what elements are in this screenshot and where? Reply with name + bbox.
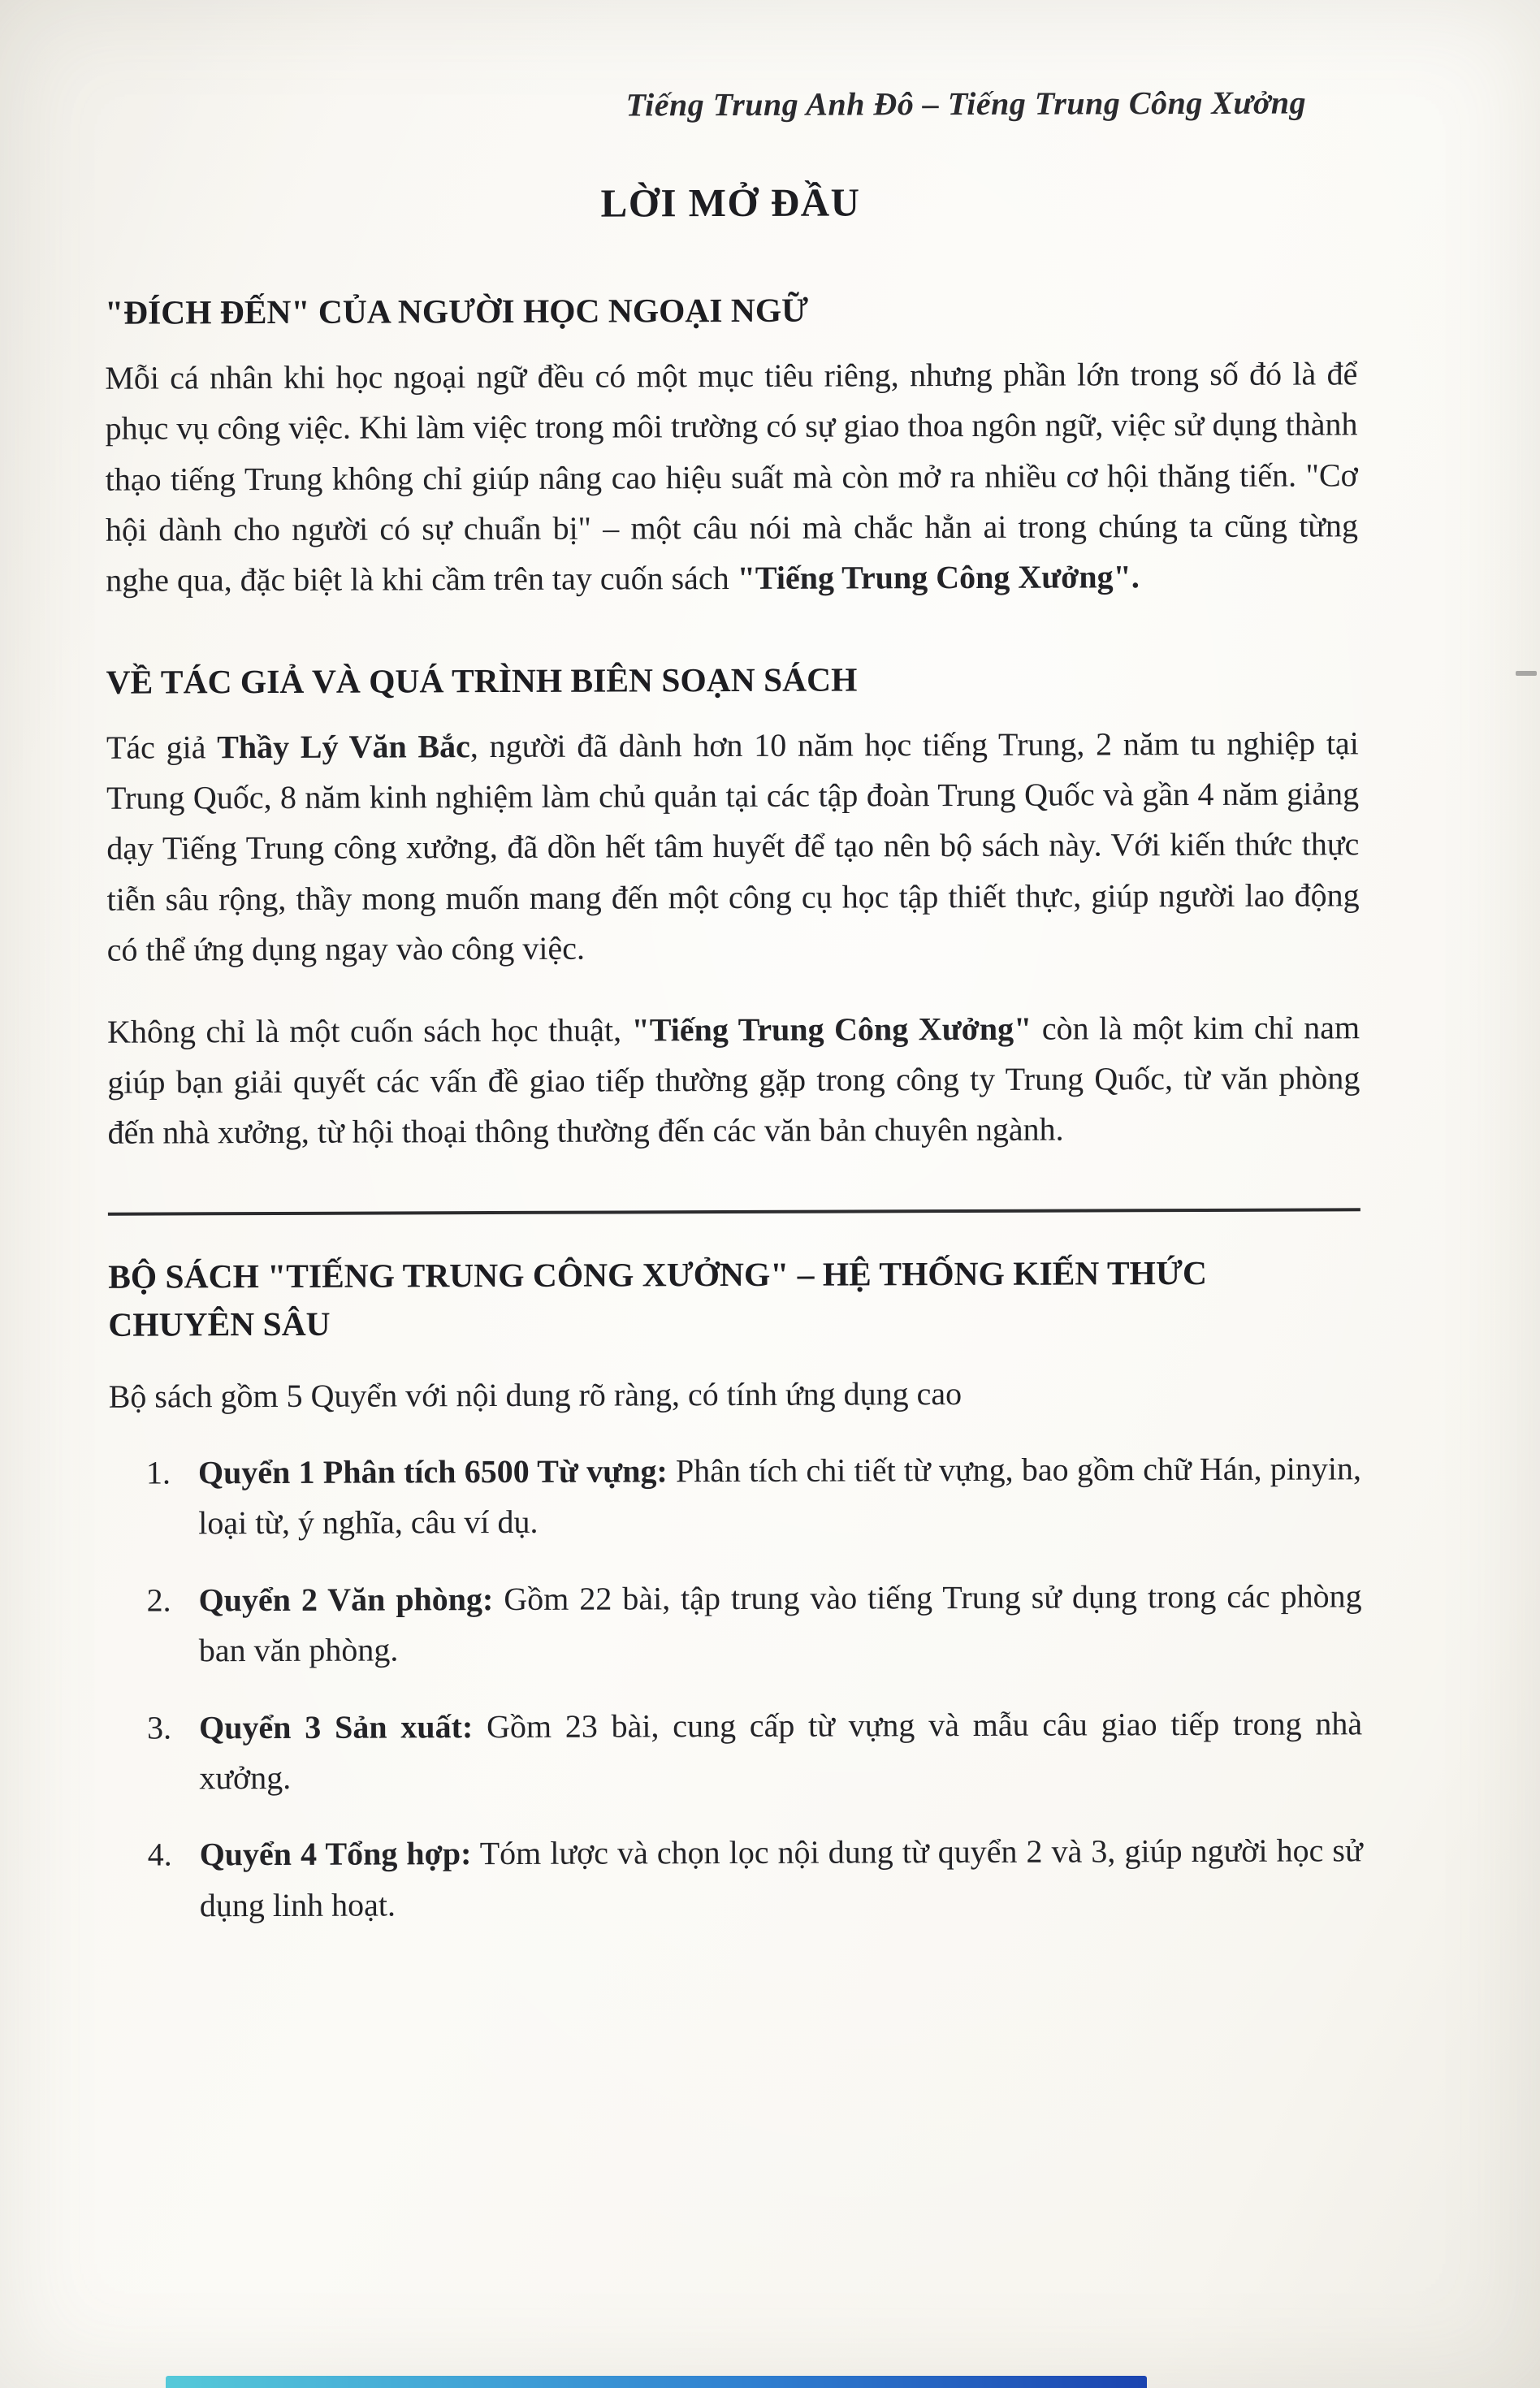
list-item bbox=[146, 1571, 1361, 1676]
item-number: 1. bbox=[145, 1454, 171, 1491]
item-description: Tóm lược và chọn lọc nội dung từ quyển 2 và 3, giúp người học sử dụng linh hoạt. bbox=[199, 1832, 1363, 1924]
section2-paragraph-2 bbox=[107, 1002, 1360, 1159]
scan-artifact-mark bbox=[1516, 671, 1537, 676]
list-item bbox=[146, 1443, 1361, 1549]
item-number: 3. bbox=[147, 1708, 172, 1746]
scan-edge-color-strip bbox=[166, 2376, 1147, 2388]
item-title-bold: Quyển 3 Sản xuất: bbox=[199, 1707, 474, 1746]
item-title-bold: Quyển 1 Phân tích 6500 Từ vựng: bbox=[197, 1452, 668, 1491]
section2-paragraph-1 bbox=[106, 718, 1360, 976]
section1-heading: "ĐÍCH ĐẾN" CỦA NGƯỜI HỌC NGOẠI NGỮ bbox=[104, 291, 809, 331]
book-title-bold: "Tiếng Trung Công Xưởng" bbox=[631, 1010, 1032, 1049]
item-number: 4. bbox=[147, 1836, 172, 1873]
section3-intro: Bộ sách gồm 5 Quyển với nội dung rõ ràng, có tính ứng dụng cao bbox=[108, 1374, 962, 1415]
item-description: Gồm 23 bài, cung cấp từ vựng và mẫu câu giao tiếp trong nhà xưởng. bbox=[199, 1704, 1363, 1797]
item-description: Phân tích chi tiết từ vựng, bao gồm chữ Hán, pinyin, loại từ, ý nghĩa, câu ví dụ. bbox=[198, 1450, 1362, 1542]
list-item bbox=[147, 1698, 1362, 1804]
item-text bbox=[200, 1826, 1363, 1932]
author-name-bold: Thầy Lý Văn Bắc bbox=[217, 727, 470, 765]
paragraph-text: Không chỉ là một cuốn sách học thuật, bbox=[107, 1011, 632, 1050]
paragraph-text: Mỗi cá nhân khi học ngoại ngữ đều có một mục tiêu riêng, nhưng phần lớn trong số đó là để phục vụ công việc. Khi làm việc trong môi trường có sự giao thoa ngôn ngữ, việc sử dụng thành thạo tiếng Trung không chỉ giúp nâng cao hiệu suất mà còn mở ra nhiều cơ hội thăng tiến. "Cơ hội dành cho người có sự chuẩn bị" – một câu nói mà chắc hẳn ai trong chúng ta cũng từng nghe qua, đặc biệt là khi cầm trên tay cuốn sách bbox=[105, 355, 1359, 599]
section2-heading: VỀ TÁC GIẢ VÀ QUÁ TRÌNH BIÊN SOẠN SÁCH bbox=[106, 660, 858, 701]
book-title-bold: "Tiếng Trung Công Xưởng". bbox=[737, 558, 1140, 597]
item-text bbox=[198, 1443, 1361, 1549]
page-title: LỜI MỞ ĐẦU bbox=[600, 180, 861, 226]
page-content bbox=[104, 77, 1363, 1931]
paragraph-text: , người đã dành hơn 10 năm học tiếng Trung, 2 năm tu nghiệp tại Trung Quốc, 8 năm kinh nghiệm làm chủ quản tại các tập đoàn Trung Quốc và gần 4 năm giảng dạy Tiếng Trung công xưởng, đã dồn hết tâm huyết để tạo nên bộ sách này. Với kiến thức thực tiễn sâu rộng, thầy mong muốn mang đến một công cụ học tập thiết thực, giúp người lao động có thể ứng dụng ngay vào công việc. bbox=[106, 724, 1360, 968]
book-list bbox=[109, 1443, 1363, 1932]
running-header: Tiếng Trung Anh Đô – Tiếng Trung Công Xưởng bbox=[625, 84, 1307, 123]
paragraph-text: Tác giả bbox=[106, 728, 218, 766]
item-description: Gồm 22 bài, tập trung vào tiếng Trung sử dụng trong các phòng ban văn phòng. bbox=[198, 1577, 1362, 1669]
item-text bbox=[198, 1571, 1361, 1676]
item-title-bold: Quyển 4 Tổng hợp: bbox=[199, 1835, 472, 1873]
section-divider bbox=[108, 1208, 1360, 1215]
section1-paragraph bbox=[105, 348, 1358, 606]
section3-heading: BỘ SÁCH "TIẾNG TRUNG CÔNG XƯỞNG" – HỆ THỐNG KIẾN THỨC CHUYÊN SÂU bbox=[108, 1253, 1207, 1343]
item-number: 2. bbox=[146, 1581, 171, 1619]
item-title-bold: Quyển 2 Văn phòng: bbox=[198, 1580, 494, 1619]
paragraph-text: còn là một kim chỉ nam giúp bạn giải quyết các vấn đề giao tiếp thường gặp trong công ty Trung Quốc, từ văn phòng đến nhà xưởng, từ hội thoại thông thường đến các văn bản chuyên ngành. bbox=[107, 1008, 1360, 1152]
list-item bbox=[148, 1826, 1363, 1932]
item-text bbox=[199, 1698, 1362, 1804]
